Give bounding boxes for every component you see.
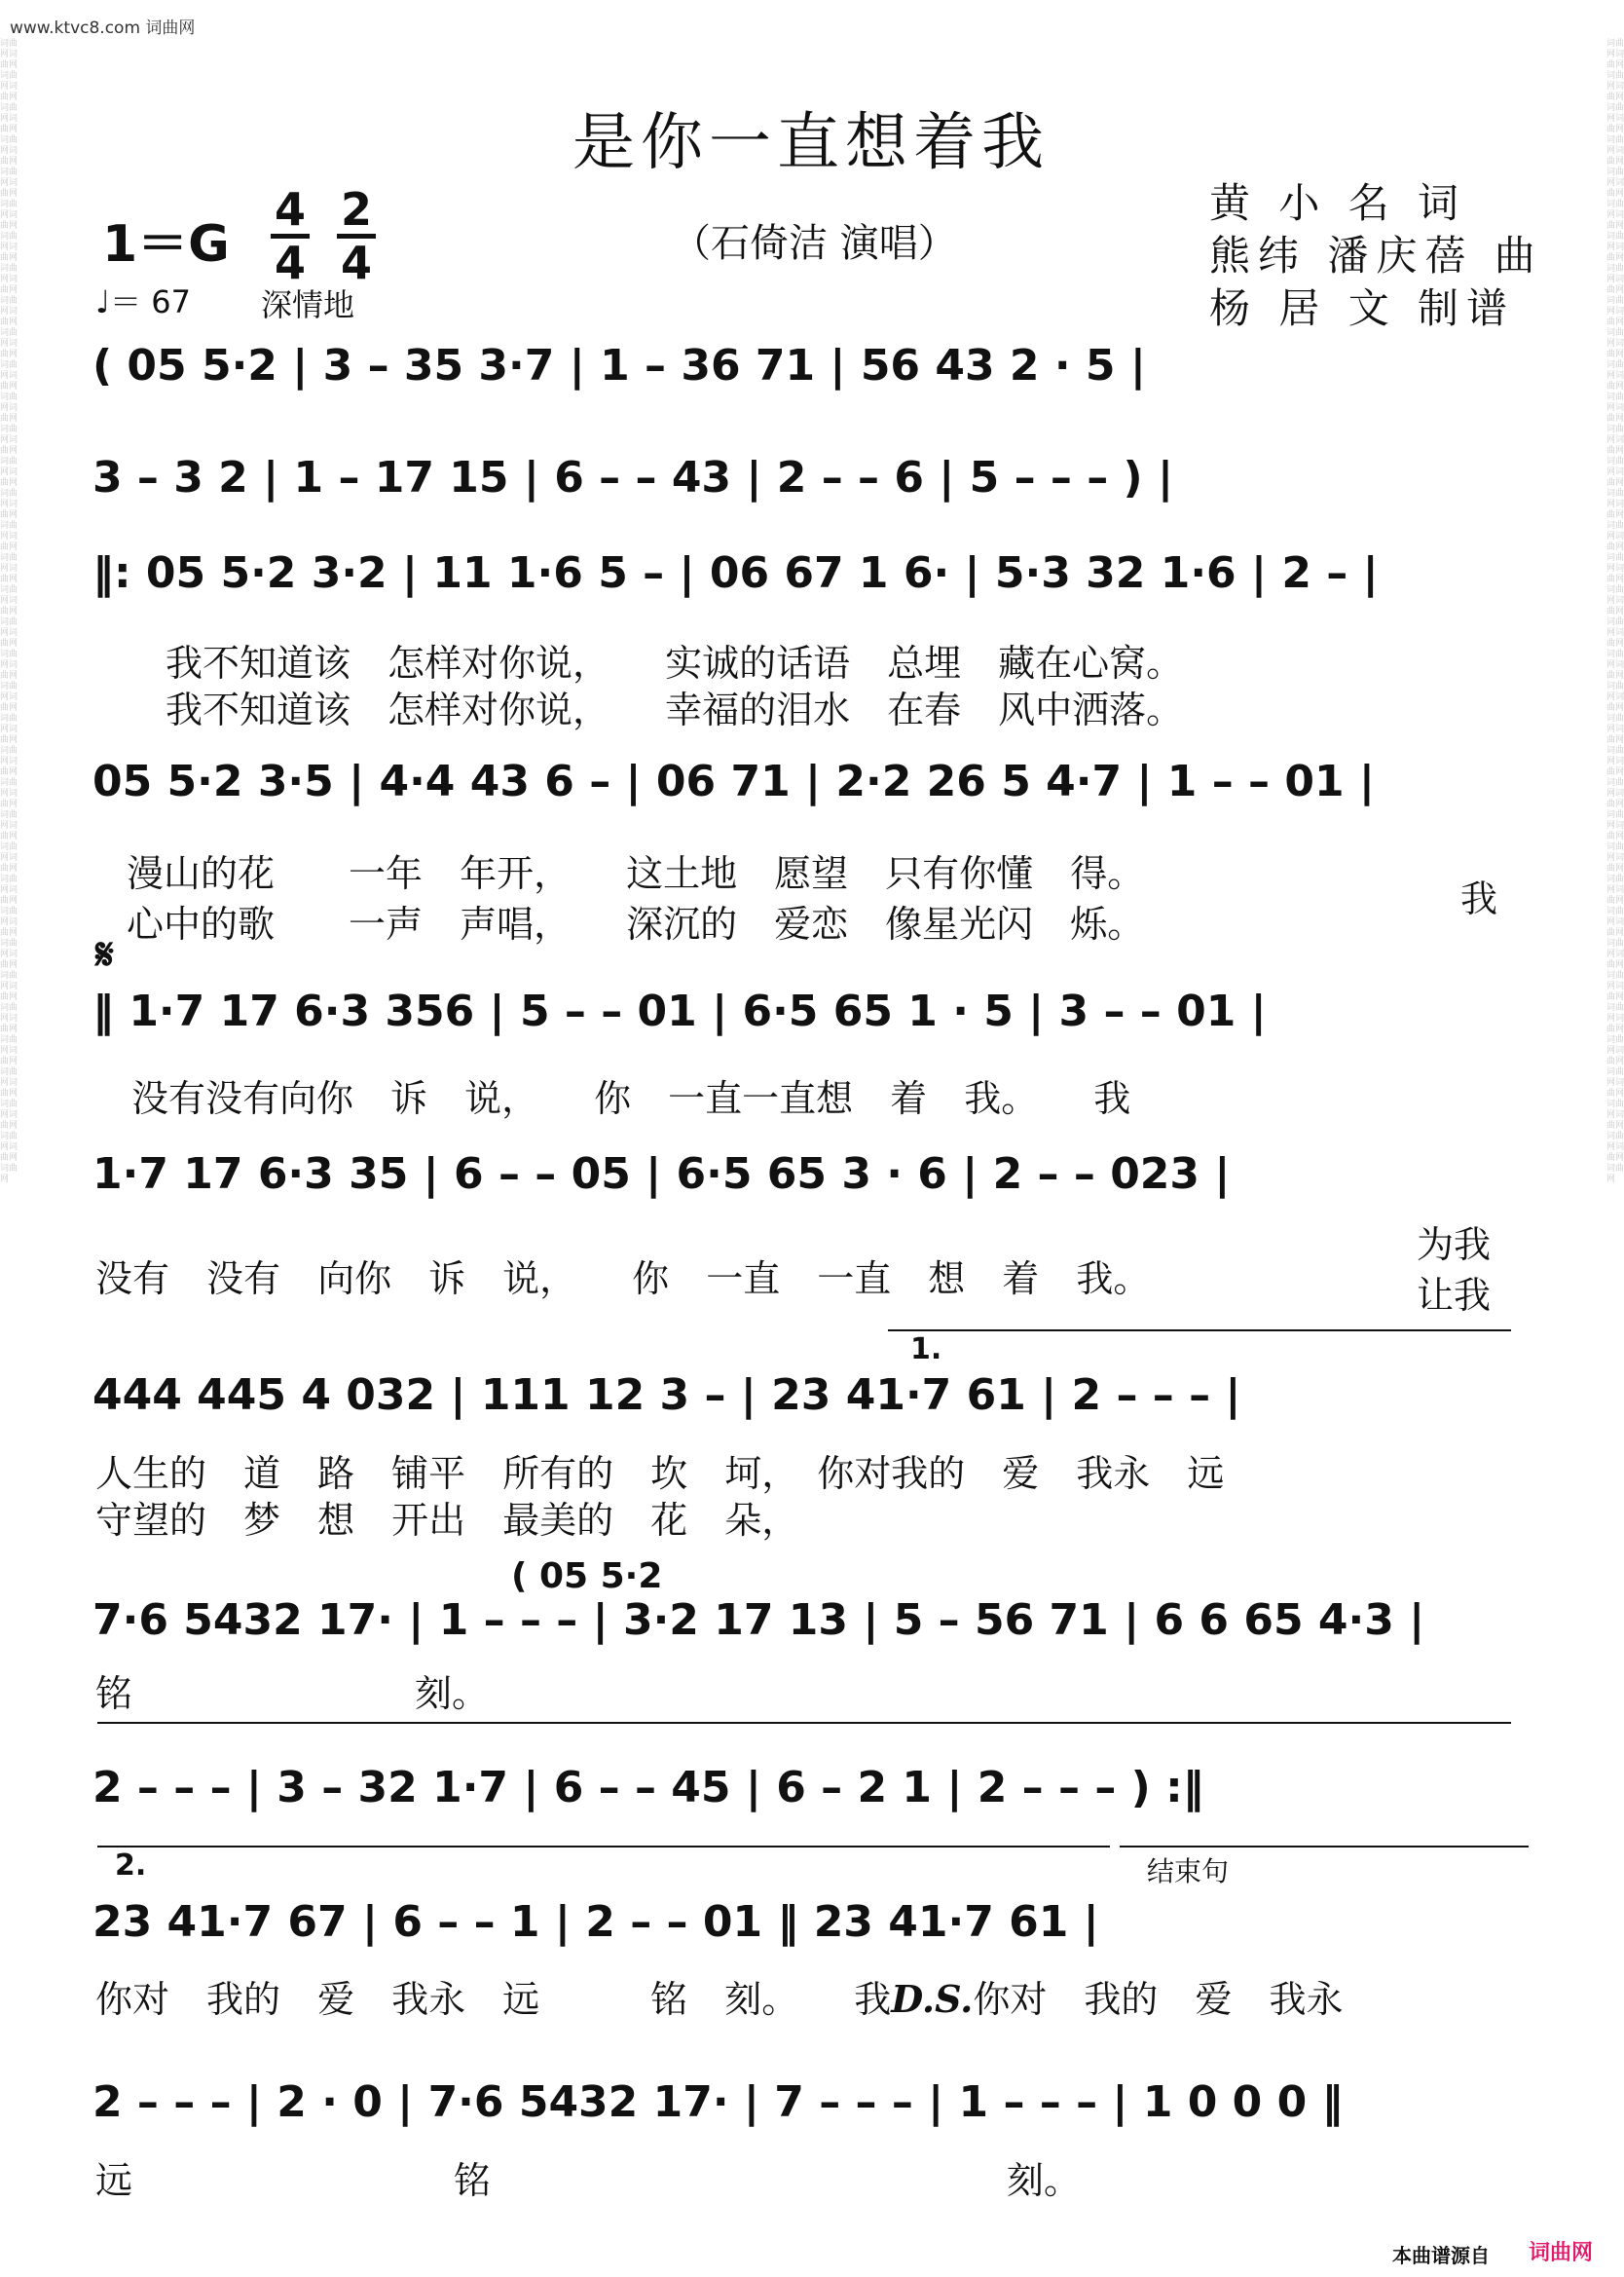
interlude-cue: ( 05 5·2	[511, 1556, 663, 1596]
key-signature: 1＝G	[102, 215, 230, 274]
notation-row-3: ‖: 05 5·2 3·2 | 11 1·6 5 – | 06 67 1 6· | 5·3 32 1·6 | 2 – |	[92, 548, 1379, 598]
volta-1: 1.	[910, 1332, 942, 1366]
lyrics-row-8: 铭 刻。	[95, 1672, 490, 1715]
notation-row-10: 23 41·7 67 | 6 – – 1 | 2 – – 01 ‖ 23 41·7 61 |	[92, 1897, 1099, 1947]
notation-row-9: 2 – – – | 3 – 32 1·7 | 6 – – 45 | 6 – 2 1 | 2 – – – ) :‖	[92, 1763, 1204, 1812]
volta-1-bracket	[888, 1329, 1511, 1331]
notation-row-8: 7·6 5432 17· | 1 – – – | 3·2 17 13 | 5 – 56 71 | 6 6 65 4·3 |	[92, 1595, 1425, 1645]
mood-marking: 深情地	[261, 286, 355, 323]
lyrics-row-4b: 心中的歌 一声 声唱， 深沉的 爱恋 像星光闪 烁。	[127, 903, 1145, 946]
credits	[1209, 177, 1543, 335]
page-title: 是你一直想着我	[572, 107, 1050, 179]
notation-row-2: 3 – 3 2 | 1 – 17 15 | 6 – – 43 | 2 – – 6 | 5 – – – ) |	[92, 453, 1174, 503]
lyrics-row-7a: 人生的 道 路 铺平 所有的 坎 坷， 你对我的 爱 我永 远	[95, 1452, 1225, 1495]
arranger-credit: 杨 居 文 制谱	[1209, 284, 1516, 332]
watermark-left: 词曲网词曲网词曲网词曲网词曲网词曲网词曲网词曲网词曲网词曲网词曲网词曲网词曲网词曲网词曲网词曲网词曲网词曲网词曲网词曲网词曲网词曲网词曲网词曲网词曲网词曲网词曲网词曲网词曲网词曲网词曲网词曲网词曲网词曲网词曲网词曲网词曲网词曲网词曲网词曲网词曲网词曲网词曲网词曲网词曲网词曲网词曲网词曲网词曲网词曲网词曲网词曲网词曲网词曲网词曲网词曲网词曲网词曲网词曲网词曲网词曲网词曲网词曲网词曲网词曲网词曲网词曲网词曲网词曲网词曲网词曲网	[0, 39, 18, 1184]
ds-mark: D.S.	[891, 1977, 974, 2021]
volta-2: 2.	[115, 1848, 147, 1883]
time-signature-1: 4 4	[271, 187, 310, 285]
singer-credit: （石倚洁 演唱）	[672, 221, 957, 266]
lyrics-row-11: 远 铭 刻。	[95, 2159, 1082, 2202]
lyrics-row-6-side: 为我 让我	[1417, 1223, 1492, 1317]
notation-row-11: 2 – – – | 2 · 0 | 7·6 5432 17· | 7 – – – | 1 – – – | 1 0 0 0 ‖	[92, 2077, 1344, 2127]
lyricist-credit: 黄 小 名 词	[1209, 179, 1467, 227]
composer-credit: 熊纬 潘庆蓓 曲	[1209, 232, 1543, 280]
time-signature-2: 2 4	[337, 187, 376, 285]
lyrics-row-10: 你对 我的 爱 我永 远 铭 刻。 我D.S.你对 我的 爱 我永	[95, 1977, 1344, 2021]
ending-bracket	[1120, 1846, 1529, 1848]
lyrics-row-3b: 我不知道该 怎样对你说， 幸福的泪水 在春 风中洒落。	[166, 689, 1184, 731]
notation-row-1: ( 05 5·2 | 3 – 35 3·7 | 1 – 36 71 | 56 43 2 · 5 |	[92, 341, 1146, 391]
ending-label: 结束句	[1147, 1855, 1230, 1887]
notation-row-4: 05 5·2 3·5 | 4·4 43 6 – | 06 71 | 2·2 26 5 4·7 | 1 – – 01 |	[92, 757, 1375, 806]
notation-row-7: 444 445 4 032 | 111 12 3 – | 23 41·7 61 | 2 – – – |	[92, 1370, 1241, 1420]
site-url[interactable]: www.ktvc8.com 词曲网	[10, 19, 196, 38]
lyrics-row-7b: 守望的 梦 想 开出 最美的 花 朵，	[95, 1499, 799, 1542]
lyrics-row-4c: 我	[1460, 877, 1498, 920]
lyrics-row-6: 没有 没有 向你 诉 说， 你 一直 一直 想 着 我。	[95, 1257, 1151, 1300]
interlude-bracket	[97, 1722, 1511, 1724]
tempo-marking: ♩＝ 67	[95, 283, 191, 320]
segno-sign: 𝄋	[95, 930, 114, 980]
volta-2-bracket	[97, 1846, 1110, 1848]
footer-site-link[interactable]: 词曲网	[1529, 2241, 1594, 2265]
footer-source: 本曲谱源自	[1392, 2244, 1490, 2267]
notation-row-6: 1·7 17 6·3 35 | 6 – – 05 | 6·5 65 3 · 6 | 2 – – 023 |	[92, 1149, 1231, 1199]
lyrics-row-4a: 漫山的花 一年 年开， 这土地 愿望 只有你懂 得。	[127, 852, 1145, 895]
notation-row-5: ‖ 1·7 17 6·3 356 | 5 – – 01 | 6·5 65 1 · 5 | 3 – – 01 |	[92, 987, 1267, 1036]
lyrics-row-3a: 我不知道该 怎样对你说， 实诚的话语 总埋 藏在心窝。	[166, 642, 1184, 685]
watermark-right: 词曲网词曲网词曲网词曲网词曲网词曲网词曲网词曲网词曲网词曲网词曲网词曲网词曲网词曲网词曲网词曲网词曲网词曲网词曲网词曲网词曲网词曲网词曲网词曲网词曲网词曲网词曲网词曲网词曲网词曲网词曲网词曲网词曲网词曲网词曲网词曲网词曲网词曲网词曲网词曲网词曲网词曲网词曲网词曲网词曲网词曲网词曲网词曲网词曲网词曲网词曲网词曲网词曲网词曲网词曲网词曲网词曲网词曲网词曲网词曲网词曲网词曲网词曲网词曲网词曲网词曲网词曲网词曲网词曲网词曲网词曲网	[1606, 39, 1624, 1184]
lyrics-row-5: 没有没有向你 诉 说， 你 一直一直想 着 我。 我	[131, 1077, 1131, 1120]
